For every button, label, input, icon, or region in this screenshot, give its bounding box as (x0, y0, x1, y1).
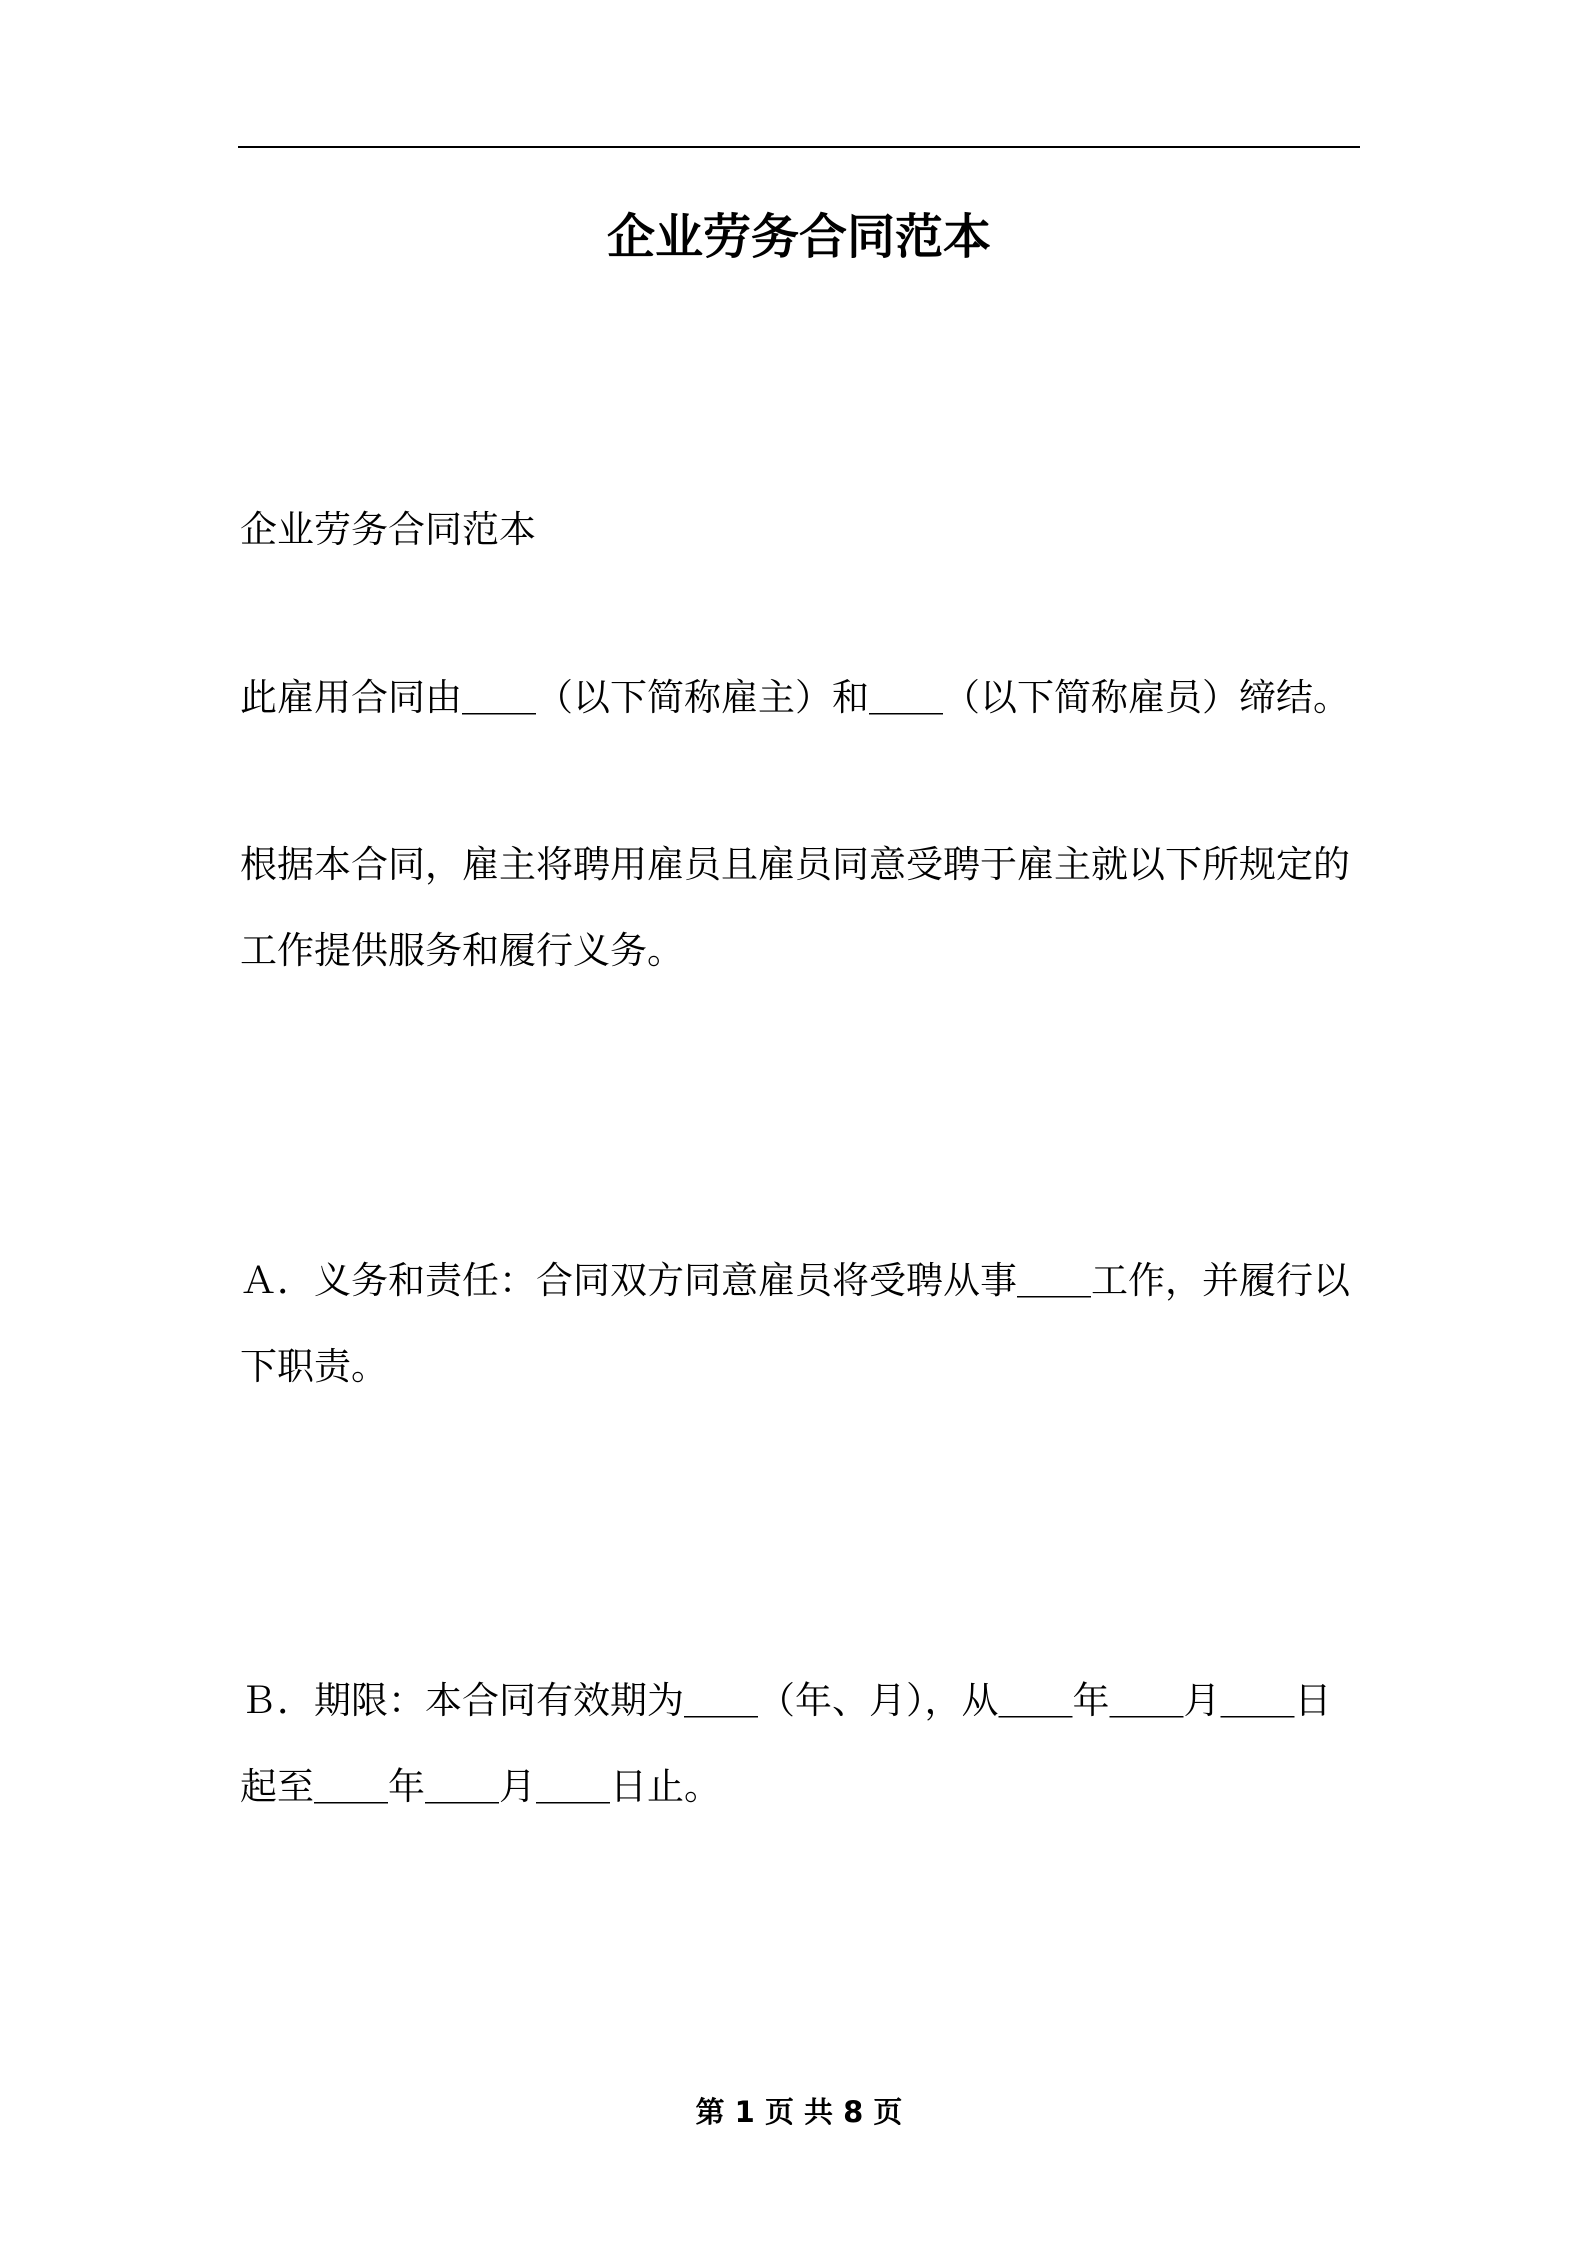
footer-page-middle: 页 共 (754, 2095, 844, 2129)
paragraph-basis: 根据本合同，雇主将聘用雇员且雇员同意受聘于雇主就以下所规定的工作提供服务和履行义务。 (240, 843, 1350, 972)
paragraph-clause-a: Ａ．义务和责任：合同双方同意雇员将受聘从事＿＿工作，并履行以下职责。 (240, 1259, 1350, 1388)
footer-page-suffix: 页 (863, 2095, 903, 2129)
paragraph-clause-b: Ｂ．期限：本合同有效期为＿＿（年、月），从＿＿年＿＿月＿＿日起至＿＿年＿＿月＿＿日止。 (240, 1679, 1332, 1808)
header-rule (238, 146, 1360, 148)
page-footer (238, 2090, 1360, 2134)
footer-current-page: 1 (734, 2095, 755, 2129)
paragraph-intro: 此雇用合同由＿＿（以下简称雇主）和＿＿（以下简称雇员）缔结。 (240, 676, 1350, 719)
footer-total-pages: 8 (843, 2095, 864, 2129)
paragraph-subtitle: 企业劳务合同范本 (240, 508, 536, 551)
footer-page-prefix: 第 (695, 2095, 735, 2129)
document-title: 企业劳务合同范本 (606, 209, 991, 265)
